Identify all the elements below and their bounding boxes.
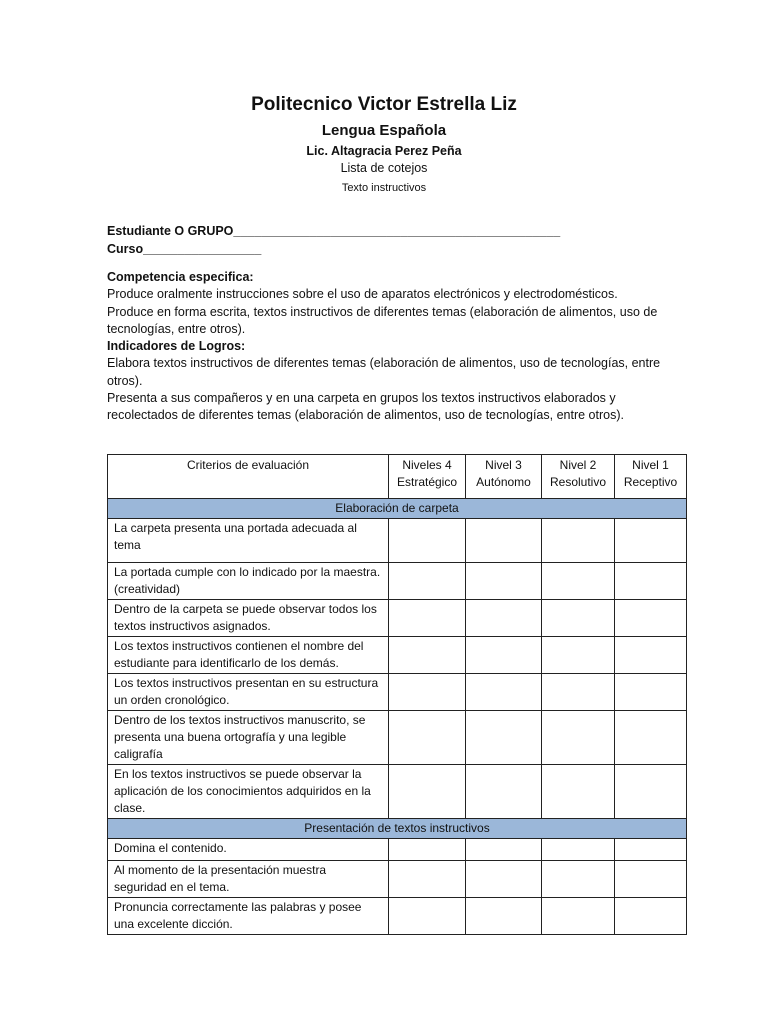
level1-cell[interactable] [615, 519, 687, 563]
table-row [108, 839, 687, 861]
level4-cell[interactable] [389, 898, 466, 935]
level4-cell[interactable] [389, 765, 466, 819]
level2-cell[interactable] [542, 839, 615, 861]
level2-header: Nivel 2 Resolutivo [542, 455, 615, 499]
level4-header: Niveles 4 Estratégico [389, 455, 466, 499]
level3-cell[interactable] [466, 839, 542, 861]
level2-cell[interactable] [542, 861, 615, 898]
level4-cell[interactable] [389, 674, 466, 711]
school-name: Politecnico Victor Estrella Liz [251, 94, 517, 115]
level3-cell[interactable] [466, 637, 542, 674]
level3-cell[interactable] [466, 765, 542, 819]
subject-title: Lengua Española [321, 122, 447, 139]
level3-cell[interactable] [466, 563, 542, 600]
criterion-cell: Domina el contenido. [108, 839, 389, 861]
level1-cell[interactable] [615, 839, 687, 861]
criterion-cell: Los textos instructivos presentan en su estructura un orden cronológico. [108, 674, 389, 711]
level1-cell[interactable] [615, 861, 687, 898]
section-title: Presentación de textos instructivos [108, 819, 687, 839]
level4-cell[interactable] [389, 839, 466, 861]
document-header [0, 92, 768, 196]
table-row [108, 898, 687, 935]
level2-cell[interactable] [542, 519, 615, 563]
criterion-cell: La portada cumple con lo indicado por la maestra. (creatividad) [108, 563, 389, 600]
level3-cell[interactable] [466, 898, 542, 935]
competency-line: Produce oralmente instrucciones sobre el uso de aparatos electrónicos y electrodomésticos. [107, 287, 618, 302]
criterion-cell: Los textos instructivos contienen el nombre del estudiante para identificarlo de los demás. [108, 637, 389, 674]
level4-cell[interactable] [389, 861, 466, 898]
table-row [108, 765, 687, 819]
table-header-row [108, 455, 687, 499]
table-row [108, 711, 687, 765]
section-row [108, 819, 687, 839]
table-row [108, 600, 687, 637]
level1-cell[interactable] [615, 711, 687, 765]
student-group-field[interactable]: Estudiante O GRUPO_______________________________________________ [107, 224, 561, 238]
criteria-header: Criterios de evaluación [108, 455, 389, 499]
competencies-section [107, 269, 667, 425]
document-type: Lista de cotejos [340, 161, 428, 175]
table-row [108, 637, 687, 674]
level4-cell[interactable] [389, 711, 466, 765]
level2-cell[interactable] [542, 711, 615, 765]
criterion-cell: La carpeta presenta una portada adecuada al tema [108, 519, 389, 563]
table-row [108, 519, 687, 563]
indicator-line: Presenta a sus compañeros y en una carpeta en grupos los textos instructivos elaborados y recolectados de diferentes temas (elaboración de alimentos, uso de tecnologías, entre otros). [107, 391, 624, 423]
level1-cell[interactable] [615, 563, 687, 600]
level3-cell[interactable] [466, 519, 542, 563]
competency-heading: Competencia especifica: [107, 270, 254, 284]
level2-cell[interactable] [542, 563, 615, 600]
document-topic: Texto instructivos [341, 182, 427, 194]
criterion-cell: Dentro de los textos instructivos manuscrito, se presenta una buena ortografía y una legible caligrafía [108, 711, 389, 765]
criterion-cell: Pronuncia correctamente las palabras y posee una excelente dicción. [108, 898, 389, 935]
teacher-name: Lic. Altagracia Perez Peña [306, 144, 462, 158]
table-row [108, 674, 687, 711]
criterion-cell: Al momento de la presentación muestra seguridad en el tema. [108, 861, 389, 898]
level4-cell[interactable] [389, 637, 466, 674]
level1-cell[interactable] [615, 898, 687, 935]
table-row [108, 563, 687, 600]
level1-header: Nivel 1 Receptivo [615, 455, 687, 499]
section-title: Elaboración de carpeta [108, 499, 687, 519]
course-field[interactable]: Curso_________________ [107, 242, 262, 256]
level4-cell[interactable] [389, 600, 466, 637]
level4-cell[interactable] [389, 563, 466, 600]
level1-cell[interactable] [615, 600, 687, 637]
level1-cell[interactable] [615, 765, 687, 819]
level1-cell[interactable] [615, 674, 687, 711]
level2-cell[interactable] [542, 674, 615, 711]
table-row [108, 861, 687, 898]
level1-cell[interactable] [615, 637, 687, 674]
level3-header: Nivel 3 Autónomo [466, 455, 542, 499]
indicator-line: Elabora textos instructivos de diferentes temas (elaboración de alimentos, uso de tecnologías, entre otros). [107, 356, 661, 388]
section-row [108, 499, 687, 519]
level3-cell[interactable] [466, 711, 542, 765]
criterion-cell: Dentro de la carpeta se puede observar todos los textos instructivos asignados. [108, 600, 389, 637]
level2-cell[interactable] [542, 600, 615, 637]
indicators-heading: Indicadores de Logros: [107, 339, 246, 354]
competency-line: Produce en forma escrita, textos instructivos de diferentes temas (elaboración de alimentos, uso de tecnologías, entre otros). [107, 304, 658, 336]
level2-cell[interactable] [542, 637, 615, 674]
level2-cell[interactable] [542, 898, 615, 935]
level3-cell[interactable] [466, 674, 542, 711]
evaluation-table [107, 454, 687, 935]
criterion-cell: En los textos instructivos se puede observar la aplicación de los conocimientos adquiridos en la clase. [108, 765, 389, 819]
student-fields [107, 222, 560, 258]
level3-cell[interactable] [466, 861, 542, 898]
level3-cell[interactable] [466, 600, 542, 637]
level2-cell[interactable] [542, 765, 615, 819]
level4-cell[interactable] [389, 519, 466, 563]
